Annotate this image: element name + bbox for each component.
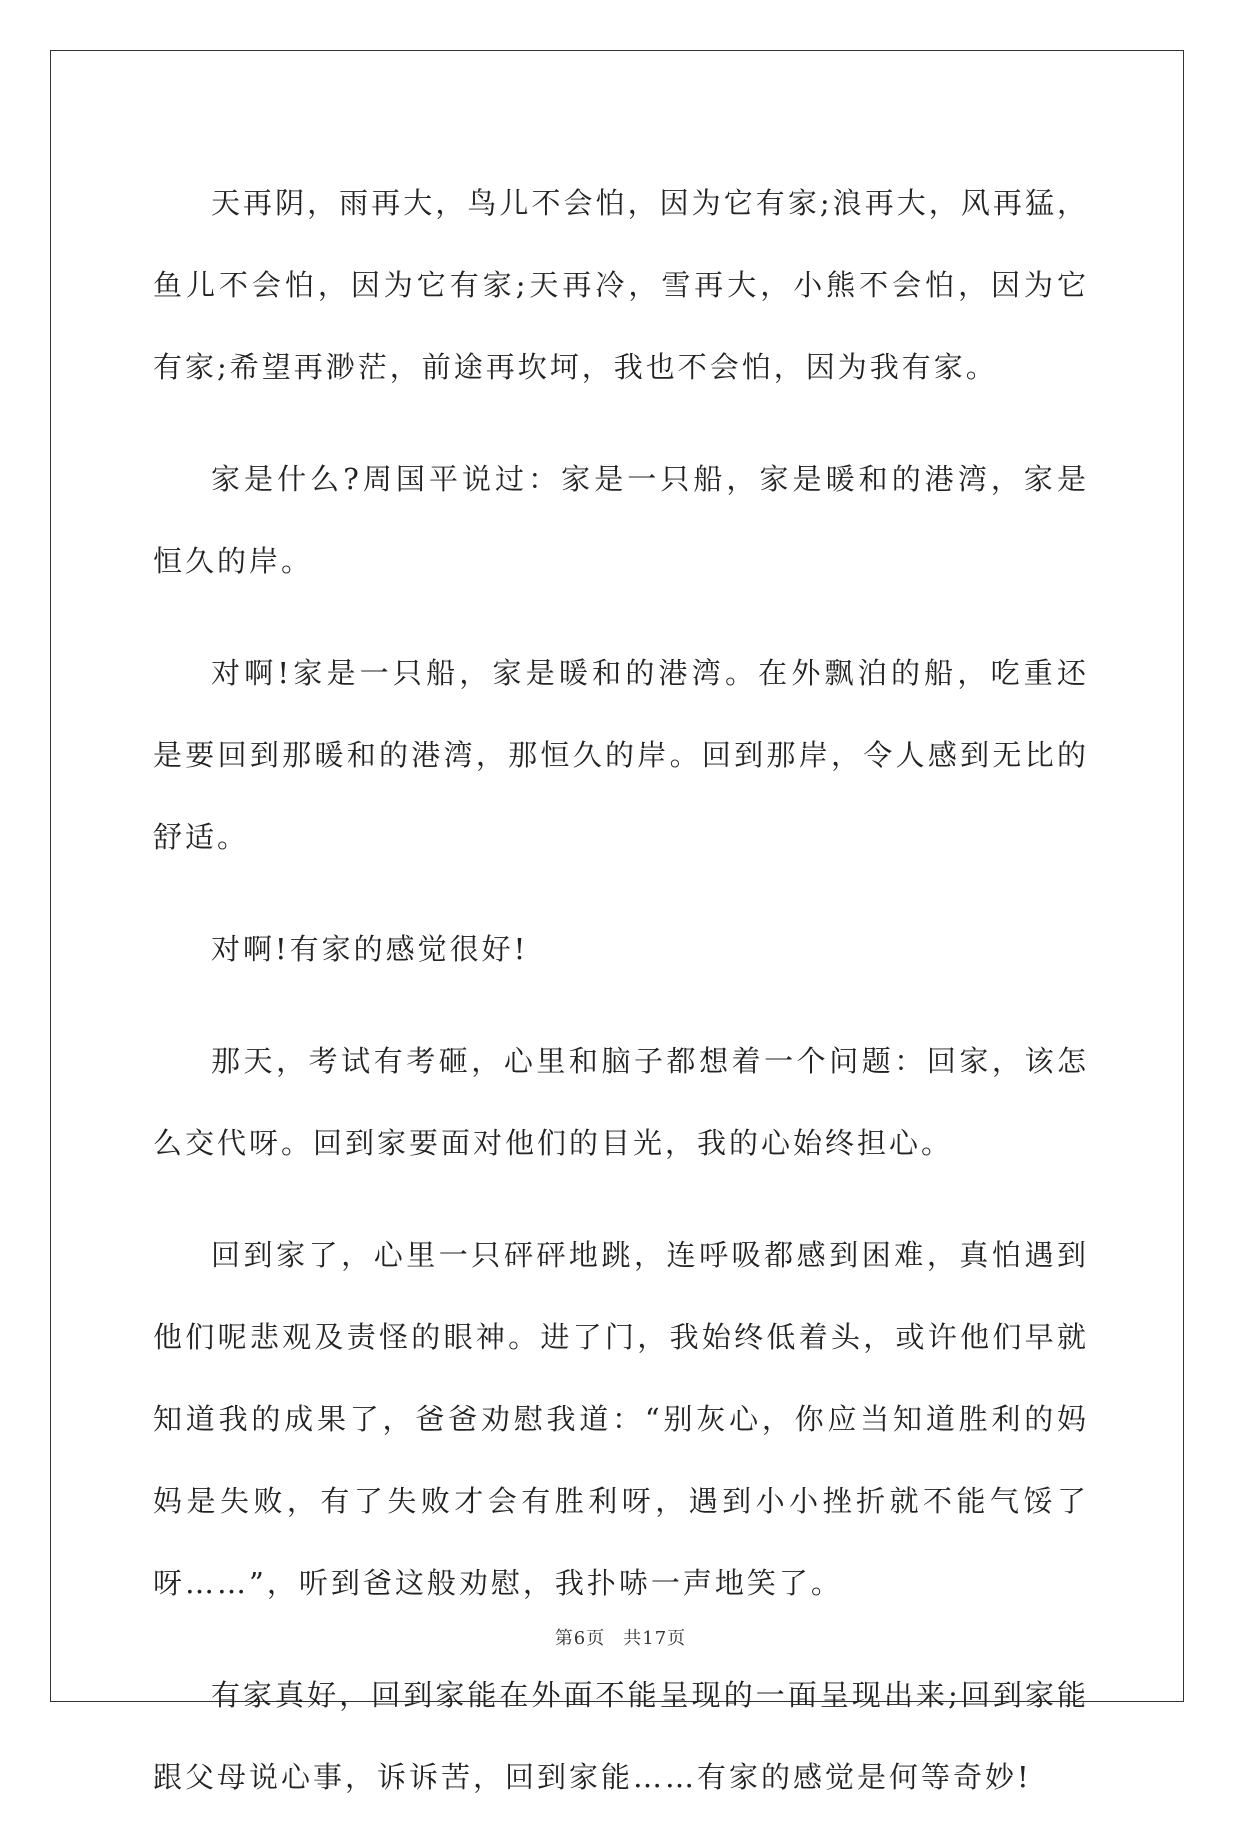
document-body [153,162,1089,1848]
paragraph: 对啊!家是一只船，家是暖和的港湾。在外飘泊的船，吃重还是要回到那暖和的港湾，那恒久的岸。回到那岸，令人感到无比的舒适。 [153,656,1089,854]
paragraph: 有家真好，回到家能在外面不能呈现的一面呈现出来;回到家能跟父母说心事，诉诉苦，回到家能……有家的感觉是何等奇妙! [153,1678,1089,1794]
paragraph: 那天，考试有考砸，心里和脑子都想着一个问题：回家，该怎么交代呀。回到家要面对他们的目光，我的心始终担心。 [153,1044,1089,1160]
page-footer [0,1624,1241,1650]
page-total: 共17页 [623,1628,687,1649]
page-number: 第6页 [554,1628,606,1649]
paragraph: 对啊!有家的感觉很好! [211,932,529,966]
paragraph: 天再阴，雨再大，鸟儿不会怕，因为它有家;浪再大，风再猛，鱼儿不会怕，因为它有家;天再冷，雪再大，小熊不会怕，因为它有家;希望再渺茫，前途再坎坷，我也不会怕，因为我有家。 [153,186,1089,384]
paragraph: 家是什么?周国平说过：家是一只船，家是暖和的港湾，家是恒久的岸。 [153,462,1089,578]
paragraph: 回到家了，心里一只砰砰地跳，连呼吸都感到困难，真怕遇到他们呢悲观及责怪的眼神。进了门，我始终低着头，或许他们早就知道我的成果了，爸爸劝慰我道：“别灰心，你应当知道胜利的妈妈是失败，有了失败才会有胜利呀，遇到小小挫折就不能气馁了呀……”，听到爸这般劝慰，我扑哧一声地笑了。 [153,1238,1089,1600]
